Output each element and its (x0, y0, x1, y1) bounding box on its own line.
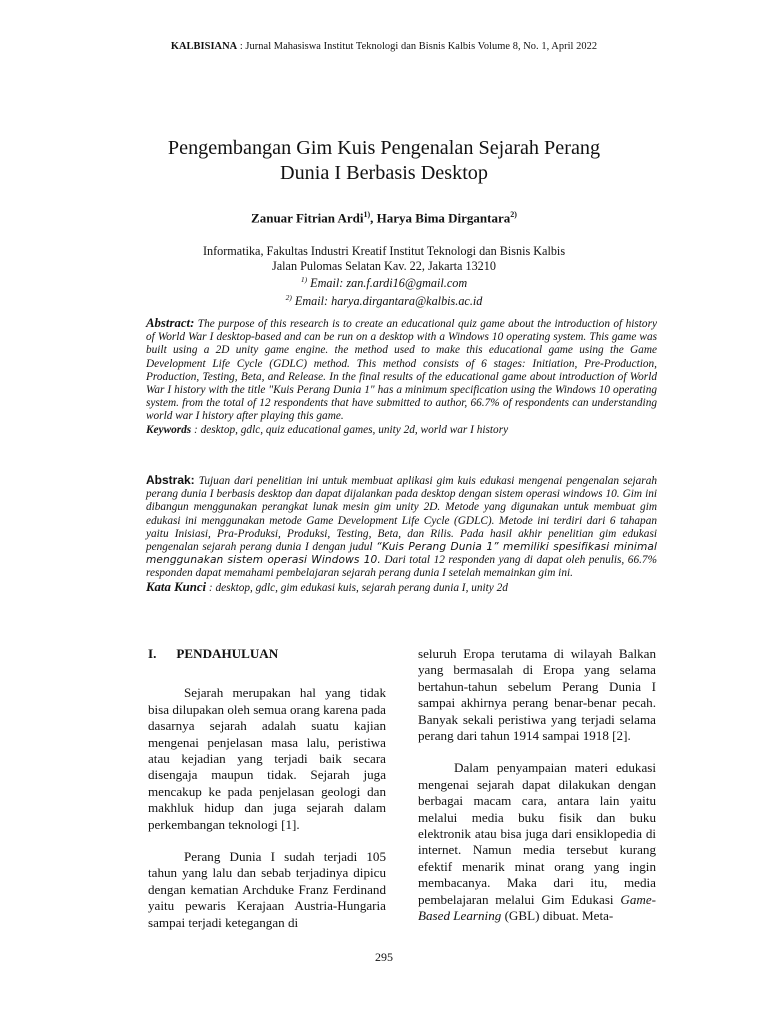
section-number: I. (148, 646, 157, 661)
journal-header (0, 41, 768, 52)
email-1-text: Email: zan.f.ardi16@gmail.com (307, 276, 468, 291)
author-2: Harya Bima Dirgantara (376, 210, 511, 226)
email-1 (0, 273, 768, 291)
kata-kunci-text: : desktop, gdlc, gim edukasi kuis, sejarah perang dunia I, unity 2d (206, 581, 508, 594)
keywords-label: Keywords (146, 423, 192, 436)
abstract-text: The purpose of this research is to create an educational quiz game about the introduction of history of World War I desktop-based and can be run on a desktop with a Windows 10 operating system. This game was built using a 2D unity game engine. the method used to make this educational game using the Game Development Life Cycle (GDLC) method. This method consists of 6 stages: Initiation, Pre-Production, Production, Testing, Beta, and Release. In the final results of the educational game about introduction of World War I history with the title "Kuis Perang Dunia 1" has a minimum specification using the Windows 10 operating system. from the total of 12 respondents that have submitted to author, 66.7% of respondents can understanding world war I history after playing this game. (146, 318, 657, 423)
paragraph (418, 760, 656, 924)
paragraph: Perang Dunia I sudah terjadi 105 tahun yang lalu dan sebab terjadinya dipicu dengan kematian Archduke Franz Ferdinand yaitu pewaris Kerajaan Austria-Hungaria sampai terjadi ketegangan di (148, 849, 386, 930)
title-line-1: Pengembangan Gim Kuis Pengenalan Sejarah Perang (167, 137, 601, 159)
abstract-english (146, 317, 657, 437)
paragraph-italic-term: Game-Based Learning (418, 891, 656, 924)
author-separator: , (370, 210, 377, 226)
paragraph-text: Dalam penyampaian materi edukasi mengenai sejarah dapat dilakukan dengan berbagai macam cara, antara lain yaitu melalui media buku fisik dan buku elektronik atau bisa juga dari ensiklopedia di internet. Namun media tersebut kurang efektif menarik minat orang yang ingin membacanya. Maka dari itu, media pembelajaran melalui Gim Edukasi (418, 760, 656, 907)
abstrak-text-2: “Kuis Perang Dunia 1” memiliki spesifikasi minimal menggunakan sistem operasi Windows 10. (146, 541, 658, 567)
affiliation-address: Jalan Pulomas Selatan Kav. 22, Jakarta 13210 (272, 258, 496, 273)
affiliation (0, 244, 768, 308)
abstrak-text-3: Dari total 12 responden yang di dapat oleh penulis, 66.7% responden dapat memahami pembelajaran sejarah perang dunia I setelah memainkan gim ini. (146, 554, 657, 580)
paper-title (100, 136, 668, 186)
affiliation-institution: Informatika, Fakultas Industri Kreatif Institut Teknologi dan Bisnis Kalbis (202, 244, 566, 258)
authors (0, 210, 768, 226)
journal-info: : Jurnal Mahasiswa Institut Teknologi dan Bisnis Kalbis Volume 8, No. 1, April 2022 (237, 41, 598, 52)
abstract-label: Abstract: (146, 316, 195, 330)
email-2 (0, 291, 768, 309)
page-number: 295 (375, 950, 393, 964)
body-column-left (148, 646, 386, 931)
journal-name: KALBISIANA (170, 41, 238, 52)
paragraph: seluruh Eropa terutama di wilayah Balkan yang bermasalah di Eropa yang selama bertahun-tahun sebelum Perang Dunia I sampai akhirnya perang benar-benar pecah. Banyak sekali peristiwa yang terjadi selama perang dari tahun 1914 sampai 1918 [2]. (418, 646, 656, 744)
abstrak-label: Abstrak: (146, 473, 195, 487)
author-1: Zanuar Fitrian Ardi (251, 210, 364, 226)
section-title: PENDAHULUAN (176, 646, 279, 661)
paragraph-text-end: (GBL) dibuat. Meta- (501, 908, 614, 924)
email-2-text: Email: harya.dirgantara@kalbis.ac.id (291, 293, 483, 308)
email-2-mark: 2) (285, 292, 292, 302)
paragraph: Sejarah merupakan hal yang tidak bisa dilupakan oleh semua orang karena pada dasarnya sejarah adalah suatu kajian mengenai penjelasan masa lalu, peristiwa atau kejadian yang terjadi baik secara disengaja maupun tidak. Sejarah juga mencakup ke pada penjelasan geologi dan makhluk hidup dan juga sejarah dalam perkembangan teknologi [1]. (148, 685, 386, 832)
keywords-text: : desktop, gdlc, quiz educational games, unity 2d, world war I history (191, 423, 509, 436)
body-column-right (418, 646, 656, 925)
abstract-indonesian (146, 474, 657, 595)
author-1-mark: 1) (363, 210, 371, 219)
abstrak-text-1: Tujuan dari penelitian ini untuk membuat aplikasi gim kuis edukasi mengenai pengenalan sejarah perang dunia I berbasis desktop dan dapat dijalankan pada desktop dengan sistem operasi windows 10. Gim ini dibangun menggunakan perangkat lunak mesin gim unity 2D. Metode yang digunakan untuk membuat gim edukasi ini menggunakan metode Game Development Life Cycle (GDLC). Metode ini terdiri dari 6 tahapan yaitu Inisiasi, Pra-Produksi, Produksi, Testing, Beta, dan Rilis. Pada hasil akhir penelitian gim edukasi pengenalan sejarah perang dunia I dengan judul (146, 475, 657, 554)
email-1-mark: 1) (300, 275, 308, 284)
author-2-mark: 2) (510, 210, 517, 219)
kata-kunci-label: Kata Kunci (146, 579, 207, 594)
title-line-2: Dunia I Berbasis Desktop (279, 162, 488, 184)
section-heading (148, 646, 386, 662)
